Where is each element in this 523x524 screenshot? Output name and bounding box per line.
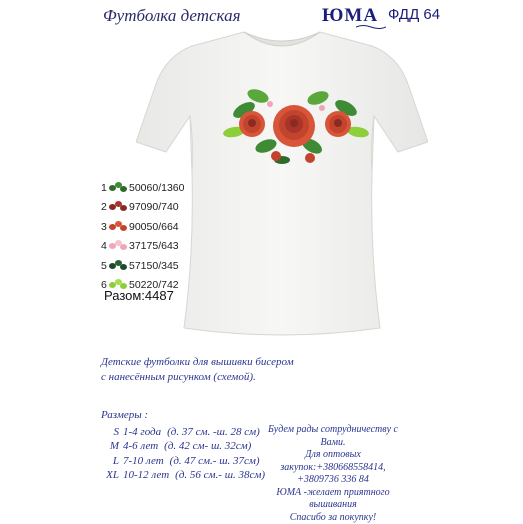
legend-row <box>101 178 184 198</box>
legend-code: 90050/664 <box>129 221 179 233</box>
size-label: L <box>101 454 119 469</box>
sizes-heading: Размеры : <box>101 408 265 423</box>
size-label: S <box>101 425 119 440</box>
size-row <box>101 468 265 483</box>
contact-line: +3809736 336 84 <box>258 474 408 487</box>
product-title: Футболка детская <box>103 6 240 26</box>
size-dims: (д. 56 см.- ш. 38см) <box>175 468 265 483</box>
legend-index: 1 <box>101 182 109 194</box>
bead-swatch <box>109 182 128 194</box>
brand-logo: ЮМА <box>322 5 378 27</box>
size-row <box>101 439 265 454</box>
size-age: 4-6 лет <box>123 439 158 454</box>
product-description <box>101 355 294 385</box>
size-label: XL <box>101 468 119 483</box>
size-age: 10-12 лет <box>123 468 169 483</box>
contact-info <box>258 424 408 524</box>
bead-swatch <box>109 201 128 213</box>
contact-line: Будем рады сотрудничеству с Вами. <box>258 424 408 449</box>
legend-code: 37175/643 <box>129 240 179 252</box>
size-label: M <box>101 439 119 454</box>
legend-index: 4 <box>101 240 109 252</box>
legend-index: 2 <box>101 201 109 213</box>
size-row <box>101 425 265 440</box>
contact-line: ЮМА -желает приятного вышивания <box>258 487 408 512</box>
size-dims: (д. 42 см- ш. 32см) <box>164 439 251 454</box>
size-age: 1-4 года <box>123 425 161 440</box>
total-beads: Разом:4487 <box>104 288 174 303</box>
size-age: 7-10 лет <box>123 454 164 469</box>
legend-code: 50060/1360 <box>129 182 184 194</box>
bead-swatch <box>109 221 128 233</box>
legend-code: 50220/742 <box>129 279 179 291</box>
bead-legend <box>101 178 184 295</box>
legend-row <box>101 198 184 218</box>
product-code: ФДД 64 <box>388 6 440 23</box>
bead-swatch <box>109 260 128 272</box>
legend-index: 6 <box>101 279 109 291</box>
size-dims: (д. 47 см.- ш. 37см) <box>170 454 260 469</box>
legend-code: 97090/740 <box>129 201 179 213</box>
legend-row <box>101 217 184 237</box>
legend-row <box>101 237 184 257</box>
size-dims: (д. 37 см. -ш. 28 см) <box>167 425 260 440</box>
legend-code: 57150/345 <box>129 260 179 272</box>
legend-index: 3 <box>101 221 109 233</box>
legend-index: 5 <box>101 260 109 272</box>
contact-line: Спасибо за покупку! <box>258 512 408 524</box>
size-row <box>101 454 265 469</box>
legend-row <box>101 256 184 276</box>
size-table <box>101 408 265 483</box>
description-line: Детские футболки для вышивки бисером <box>101 355 294 370</box>
contact-line: Для оптовых закупок:+380668558414, <box>258 449 408 474</box>
description-line: с нанесённым рисунком (схемой). <box>101 370 294 385</box>
bead-swatch <box>109 240 128 252</box>
